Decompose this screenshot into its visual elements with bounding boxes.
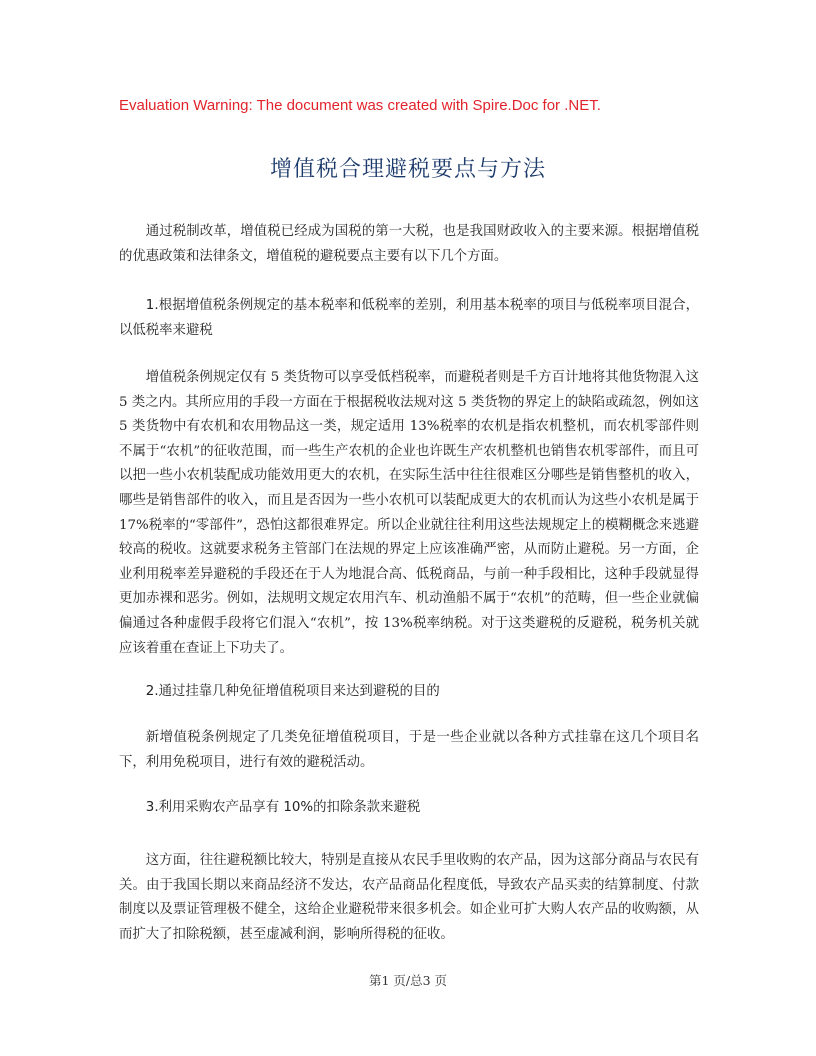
- section-1-body: 增值税条例规定仅有 5 类货物可以享受低档税率，而避税者则是千方百计地将其他货物混入这 5 类之内。其所应用的手段一方面在于根据税收法规对这 5 类货物的界定上的缺陷或疏忽，例如这 5 类货物中有农机和农用物品这一类，规定适用 13%税率的农机是指农机整机，而农机零部件则不属于“农机”的征收范围，而一些生产农机的企业也许既生产农机整机也销售农机零部件，而且可以把一些小农机装配成功能效用更大的农机，在实际生活中往往很难区分哪些是销售整机的收入，哪些是销售部件的收入，而且是否因为一些小农机可以装配成更大的农机而认为这些小农机是属于 17%税率的“零部件”，恐怕这都很难界定。所以企业就往往利用这些法规规定上的模糊概念来逃避较高的税收。这就要求税务主管部门在法规的界定上应该准确严密，从而防止避税。另一方面，企业利用税率差异避税的手段还在于人为地混合高、低税商品，与前一种手段相比，这种手段就显得更加赤裸和恶劣。例如，法规明文规定农用汽车、机动渔船不属于“农机”的范畴，但一些企业就偏偏通过各种虚假手段将它们混入“农机”，按 13%税率纳税。对于这类避税的反避税，税务机关就应该着重在查证上下功夫了。: [119, 370, 699, 656]
- section-heading-3: 3.利用采购农产品享有 10%的扣除条款来避税: [145, 800, 421, 815]
- section-2-body: 新增值税条例规定了几类免征增值税项目，于是一些企业就以各种方式挂靠在这几个项目名下，利用免税项目，进行有效的避税活动。: [119, 730, 699, 770]
- section-3-body: 这方面，往往避税额比较大，特别是直接从农民手里收购的农产品，因为这部分商品与农民有关。由于我国长期以来商品经济不发达，农产品商品化程度低，导致农产品买卖的结算制度、付款制度以及票证管理极不健全，这给企业避税带来很多机会。如企业可扩大购人农产品的收购额，从而扩大了扣除税额，甚至虚减利润，影响所得税的征收。: [119, 853, 699, 942]
- section-heading-1: 1.根据增值税条例规定的基本税率和低税率的差别，利用基本税率的项目与低税率项目混合，以低税率来避税: [119, 298, 699, 338]
- intro-paragraph: 通过税制改革，增值税已经成为国税的第一大税，也是我国财政收入的主要来源。根据增值税的优惠政策和法律条文，增值税的避税要点主要有以下几个方面。: [119, 224, 699, 264]
- section-heading-2: 2.通过挂靠几种免征增值税项目来达到避税的目的: [145, 684, 440, 699]
- page-number-footer: 第1 页/总3 页: [368, 973, 448, 988]
- document-title: 增值税合理避税要点与方法: [269, 157, 546, 182]
- evaluation-warning: Evaluation Warning: The document was created with Spire.Doc for .NET.: [119, 97, 601, 114]
